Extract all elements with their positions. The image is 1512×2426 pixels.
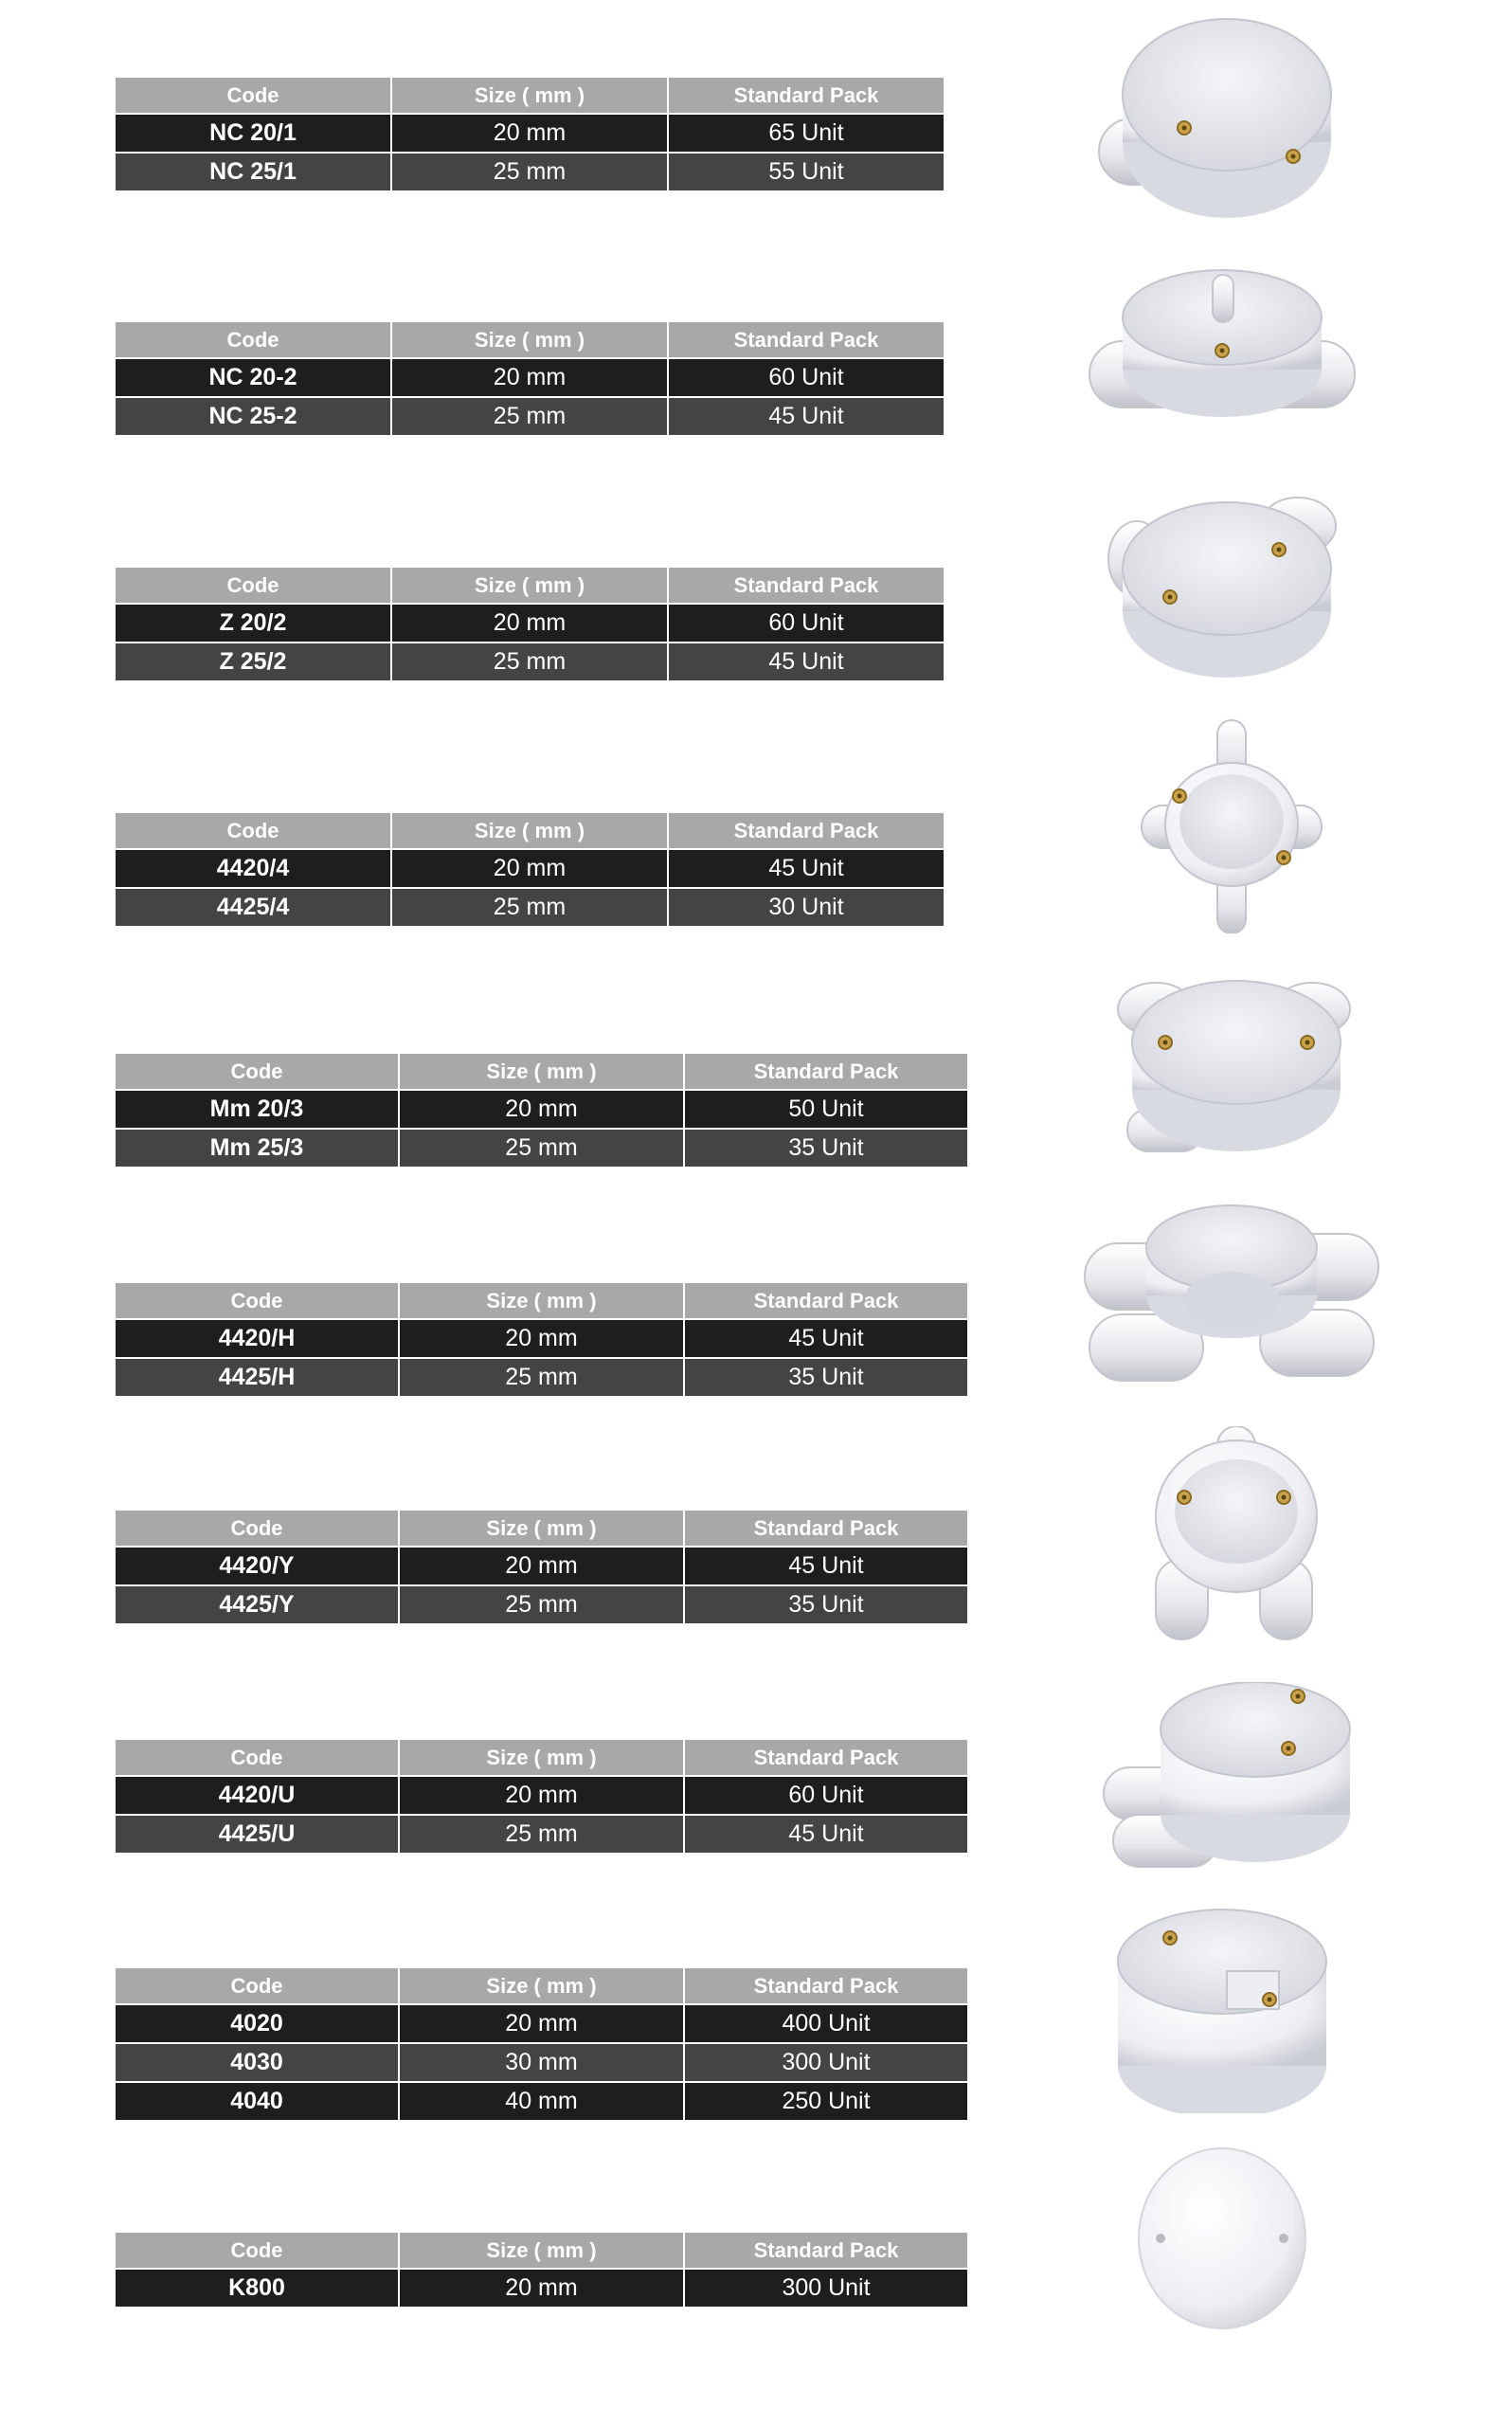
product-spec-table [114, 76, 945, 192]
header-standard-pack: Standard Pack [684, 1967, 968, 2004]
table-header-row [115, 812, 945, 849]
cell-size: 25 mm [391, 153, 668, 191]
table-row [115, 1585, 968, 1624]
cell-standard-pack: 45 Unit [668, 397, 945, 436]
product-spec-table [114, 566, 945, 682]
table-row [115, 2269, 968, 2308]
y-box-icon [1146, 1426, 1326, 1644]
cell-code: 4425/U [115, 1815, 399, 1854]
cell-code: 4425/H [115, 1358, 399, 1397]
cell-standard-pack: 65 Unit [668, 114, 945, 153]
cell-standard-pack: 45 Unit [668, 849, 945, 888]
cell-standard-pack: 30 Unit [668, 888, 945, 927]
table-header-row [115, 1967, 968, 2004]
table-row [115, 153, 945, 191]
cell-code: 4420/H [115, 1319, 399, 1358]
product-spec-table [114, 1052, 969, 1168]
product-spec-table [114, 1509, 969, 1625]
cell-size: 25 mm [399, 1585, 684, 1624]
header-standard-pack: Standard Pack [684, 1739, 968, 1776]
header-code: Code [115, 321, 391, 358]
two-way-angle-box-icon [1099, 474, 1345, 682]
cell-code: NC 20/1 [115, 114, 391, 153]
table-header-row [115, 77, 945, 114]
header-size: Size ( mm ) [399, 2232, 684, 2269]
product-spec-table [114, 1966, 969, 2122]
cell-standard-pack: 300 Unit [684, 2269, 968, 2308]
h-box-icon [1080, 1196, 1383, 1395]
cell-standard-pack: 60 Unit [684, 1776, 968, 1815]
table-row [115, 397, 945, 436]
cell-code: 4420/4 [115, 849, 391, 888]
table-header-row [115, 1282, 968, 1319]
header-standard-pack: Standard Pack [668, 321, 945, 358]
header-standard-pack: Standard Pack [684, 1053, 968, 1090]
cell-standard-pack: 250 Unit [684, 2082, 968, 2121]
header-code: Code [115, 77, 391, 114]
cell-code: Z 20/2 [115, 604, 391, 643]
table-row [115, 2004, 968, 2043]
header-code: Code [115, 2232, 399, 2269]
cell-code: NC 25-2 [115, 397, 391, 436]
header-standard-pack: Standard Pack [668, 567, 945, 604]
cell-size: 20 mm [391, 849, 668, 888]
table-header-row [115, 1739, 968, 1776]
cell-code: Mm 20/3 [115, 1090, 399, 1129]
header-code: Code [115, 1282, 399, 1319]
cell-size: 25 mm [391, 888, 668, 927]
table-row [115, 358, 945, 397]
cell-size: 25 mm [399, 1815, 684, 1854]
header-code: Code [115, 812, 391, 849]
cell-standard-pack: 45 Unit [684, 1319, 968, 1358]
table-header-row [115, 2232, 968, 2269]
cell-code: Z 25/2 [115, 643, 391, 681]
header-code: Code [115, 1967, 399, 2004]
one-way-junction-box-icon [1080, 14, 1336, 223]
cell-size: 20 mm [399, 1547, 684, 1585]
header-size: Size ( mm ) [399, 1510, 684, 1547]
cell-code: 4425/Y [115, 1585, 399, 1624]
header-standard-pack: Standard Pack [668, 77, 945, 114]
cell-code: 4420/U [115, 1776, 399, 1815]
two-way-through-box-icon [1080, 265, 1364, 436]
cell-standard-pack: 35 Unit [684, 1358, 968, 1397]
cell-standard-pack: 55 Unit [668, 153, 945, 191]
header-size: Size ( mm ) [399, 1282, 684, 1319]
header-size: Size ( mm ) [399, 1053, 684, 1090]
table-row [115, 1776, 968, 1815]
cell-size: 20 mm [391, 358, 668, 397]
cell-code: NC 25/1 [115, 153, 391, 191]
table-row [115, 643, 945, 681]
table-row [115, 604, 945, 643]
table-row [115, 2082, 968, 2121]
header-code: Code [115, 567, 391, 604]
cell-standard-pack: 45 Unit [668, 643, 945, 681]
header-code: Code [115, 1739, 399, 1776]
cell-size: 20 mm [399, 1319, 684, 1358]
cell-size: 40 mm [399, 2082, 684, 2121]
table-row [115, 1090, 968, 1129]
cell-code: 4420/Y [115, 1547, 399, 1585]
table-row [115, 1319, 968, 1358]
table-row [115, 1815, 968, 1854]
cell-size: 20 mm [399, 2269, 684, 2308]
cell-code: 4020 [115, 2004, 399, 2043]
four-way-box-icon [1137, 715, 1326, 933]
cell-standard-pack: 60 Unit [668, 358, 945, 397]
product-spec-table [114, 2231, 969, 2308]
table-row [115, 849, 945, 888]
header-standard-pack: Standard Pack [684, 2232, 968, 2269]
header-size: Size ( mm ) [391, 77, 668, 114]
u-box-icon [1099, 1682, 1355, 1872]
cell-standard-pack: 35 Unit [684, 1129, 968, 1168]
cell-standard-pack: 45 Unit [684, 1547, 968, 1585]
cell-code: 4030 [115, 2043, 399, 2082]
cell-size: 30 mm [399, 2043, 684, 2082]
cell-code: 4425/4 [115, 888, 391, 927]
header-standard-pack: Standard Pack [684, 1282, 968, 1319]
table-row [115, 888, 945, 927]
round-cover-icon [1132, 2144, 1312, 2333]
cell-standard-pack: 300 Unit [684, 2043, 968, 2082]
cell-size: 25 mm [399, 1129, 684, 1168]
table-header-row [115, 321, 945, 358]
terminal-box-icon [1108, 1905, 1336, 2113]
cell-size: 25 mm [399, 1358, 684, 1397]
table-header-row [115, 567, 945, 604]
table-row [115, 1547, 968, 1585]
cell-code: Mm 25/3 [115, 1129, 399, 1168]
table-row [115, 2043, 968, 2082]
table-row [115, 1358, 968, 1397]
table-row [115, 114, 945, 153]
cell-size: 20 mm [391, 114, 668, 153]
cell-size: 20 mm [391, 604, 668, 643]
cell-code: 4040 [115, 2082, 399, 2121]
header-standard-pack: Standard Pack [668, 812, 945, 849]
product-spec-table [114, 1281, 969, 1398]
cell-standard-pack: 60 Unit [668, 604, 945, 643]
header-code: Code [115, 1510, 399, 1547]
three-way-box-icon [1104, 967, 1359, 1175]
cell-standard-pack: 400 Unit [684, 2004, 968, 2043]
header-code: Code [115, 1053, 399, 1090]
cell-size: 20 mm [399, 2004, 684, 2043]
header-standard-pack: Standard Pack [684, 1510, 968, 1547]
header-size: Size ( mm ) [391, 321, 668, 358]
cell-code: NC 20-2 [115, 358, 391, 397]
table-row [115, 1129, 968, 1168]
cell-standard-pack: 50 Unit [684, 1090, 968, 1129]
cell-code: K800 [115, 2269, 399, 2308]
table-header-row [115, 1510, 968, 1547]
cell-size: 20 mm [399, 1090, 684, 1129]
header-size: Size ( mm ) [399, 1967, 684, 2004]
cell-size: 25 mm [391, 397, 668, 436]
product-spec-table [114, 811, 945, 928]
product-spec-table [114, 320, 945, 437]
cell-standard-pack: 35 Unit [684, 1585, 968, 1624]
header-size: Size ( mm ) [391, 812, 668, 849]
table-header-row [115, 1053, 968, 1090]
cell-size: 20 mm [399, 1776, 684, 1815]
cell-size: 25 mm [391, 643, 668, 681]
header-size: Size ( mm ) [399, 1739, 684, 1776]
product-spec-table [114, 1738, 969, 1855]
cell-standard-pack: 45 Unit [684, 1815, 968, 1854]
header-size: Size ( mm ) [391, 567, 668, 604]
